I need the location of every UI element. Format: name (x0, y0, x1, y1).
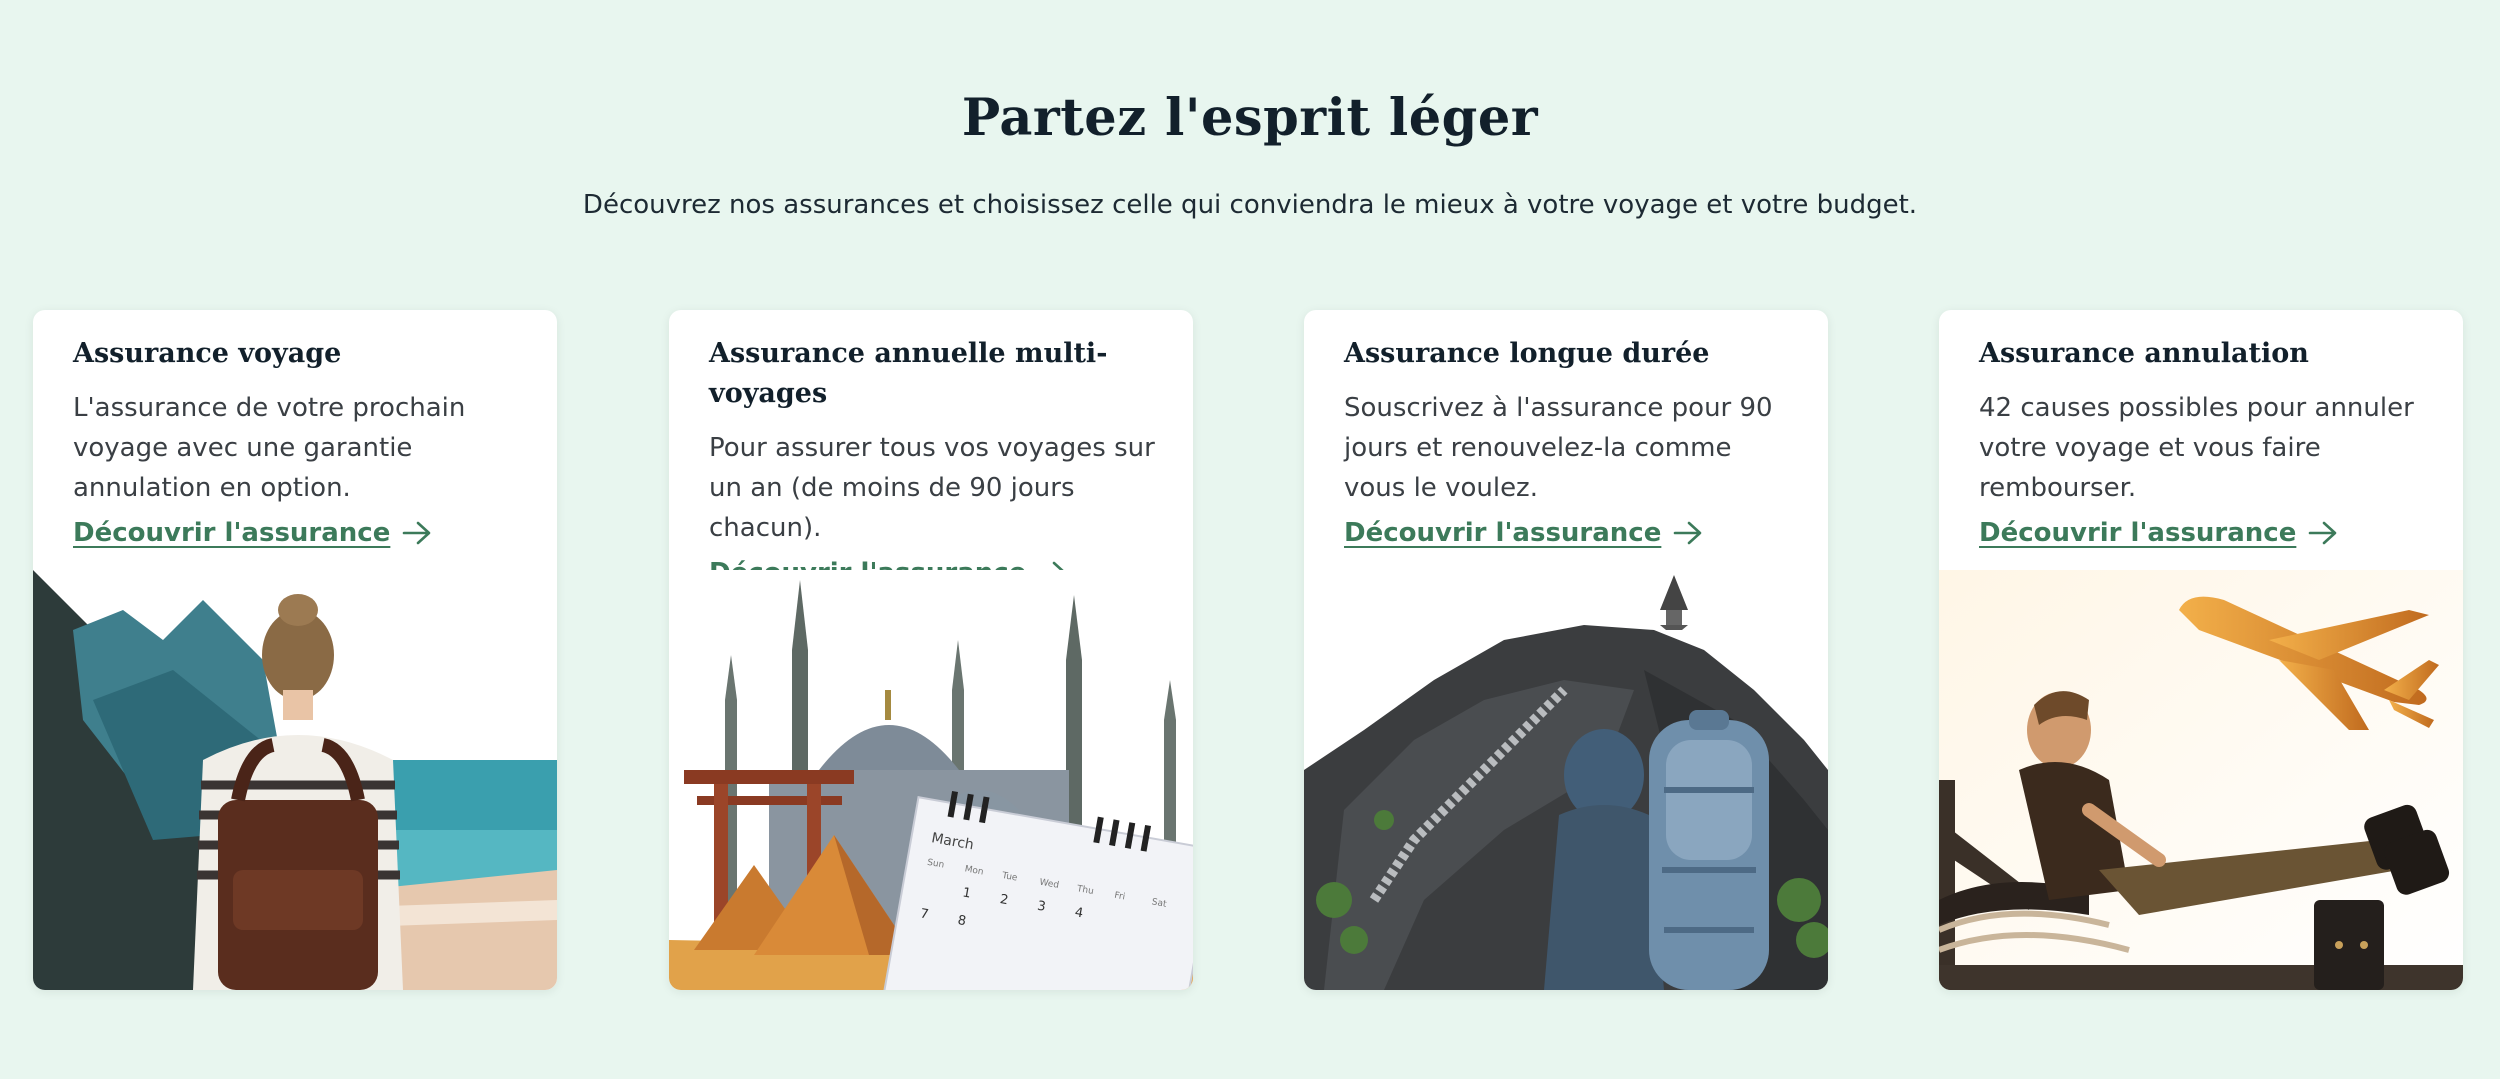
card-body (1344, 334, 1794, 548)
arrow-right-icon (402, 520, 432, 546)
arrow-right-icon (2308, 520, 2338, 546)
discover-link-label: Découvrir l'assurance (73, 518, 391, 548)
discover-link-label: Découvrir l'assurance (1979, 518, 2297, 548)
calendar-date: 1 (961, 885, 973, 902)
calendar-month: March (930, 830, 976, 854)
hiker-mountain-image (1304, 570, 1828, 990)
calendar-weekday: Thu (1076, 884, 1095, 897)
card-title: Assurance annulation (1979, 338, 2309, 369)
card-title: Assurance voyage (73, 338, 342, 369)
discover-link[interactable] (73, 518, 432, 548)
calendar-weekday: Sun (926, 857, 945, 871)
calendar-weekday: Fri (1113, 890, 1126, 903)
discover-link-label: Découvrir l'assurance (1344, 518, 1662, 548)
calendar-date: 2 (998, 892, 1010, 909)
card-description: Pour assurer tous vos voyages sur un an (de moins de 90 jours chacun). (709, 433, 1155, 543)
card-body (1979, 334, 2429, 548)
card-body (709, 334, 1159, 588)
card-description: Souscrivez à l'assurance pour 90 jours et renouvelez-la comme vous le voulez. (1344, 393, 1773, 503)
card-description: 42 causes possibles pour annuler votre voyage et vous faire rembourser. (1979, 393, 2414, 503)
calendar-date: 7 (918, 906, 930, 923)
section-subtitle: Découvrez nos assurances et choisissez celle qui conviendra le mieux à votre voyage et votre budget. (582, 190, 1918, 220)
card-body (73, 334, 523, 548)
calendar-weekday: Sat (1150, 897, 1168, 910)
card-description: L'assurance de votre prochain voyage avec une garantie annulation en option. (73, 393, 466, 503)
discover-link[interactable] (1979, 518, 2338, 548)
calendar-date: 4 (1073, 905, 1085, 922)
card-title: Assurance longue durée (1344, 338, 1710, 369)
calendar-weekday: Tue (1001, 870, 1019, 884)
calendar-weekday: Mon (963, 864, 985, 878)
calendar-date: 8 (956, 913, 968, 930)
discover-link[interactable] (1344, 518, 1703, 548)
airport-traveler-image (1939, 570, 2463, 990)
section-title: Partez l'esprit léger (961, 88, 1539, 148)
card-assurance-voyage (33, 310, 557, 990)
insurance-cards (0, 310, 2500, 990)
backpacker-image (33, 570, 557, 990)
monuments-calendar-image (669, 570, 1193, 990)
card-assurance-annuelle (669, 310, 1193, 990)
calendar-weekday: Wed (1038, 877, 1060, 891)
arrow-right-icon (1673, 520, 1703, 546)
card-assurance-longue-duree (1304, 310, 1828, 990)
card-title: Assurance annuelle multi-voyages (709, 338, 1108, 409)
card-assurance-annulation (1939, 310, 2463, 990)
calendar-date: 3 (1036, 898, 1047, 915)
